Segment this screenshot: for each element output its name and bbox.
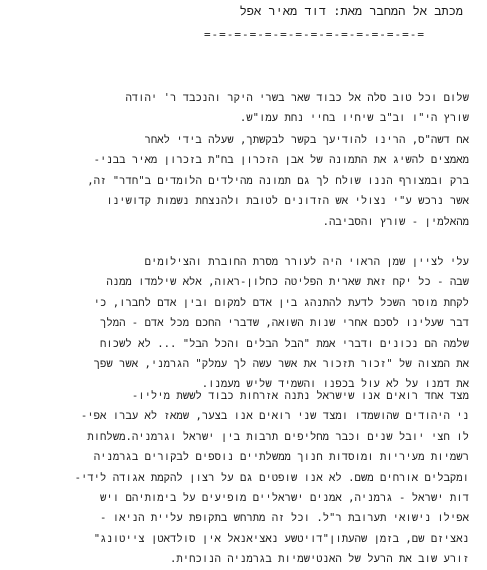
text-line: רשמיות מעיריות ומוסדות חנוך ממשלתיים נוספים לבקורים בגרמניה (93, 451, 469, 464)
text-line: שלום וכל טוב סלה אל כבוד שאר בשרי היקר והנכבד ר' יהודה (125, 92, 469, 104)
paragraph-photo-request (12, 130, 469, 232)
text-line: ני היהודים שהושמדו ומצד שני רואים אנו בצער, שמאז לא עברו אפי- (80, 410, 469, 423)
text-line: את דמנו על לא עול בכפנו והשמיד שליש מעמנו. (201, 378, 469, 391)
text-line: דבר שעלינו לסכם אחרי שנות השואה, שדברי החכם מכל אדם - המלך (100, 317, 469, 330)
paragraph-israel-germany (12, 386, 469, 570)
text-line: את המצוה של "זכור תזכור את אשר עשה לך עמלק" הגרמני, אשר שפך (93, 358, 469, 371)
text-line: מצד אחד רואים אנו שישראל נתנה אזרחות כבוד לששת מיליו- (131, 390, 469, 402)
paragraph-greeting (12, 88, 469, 129)
text-line: נאציזם שם, בזמן שהעתון"דויטשע נאציאנאל אין סולדאטן צייטונג" (93, 532, 469, 545)
text-line: שבה - כל יקח זאת שארית הפליטה כחלון-ראוה, אלא שילמדו ממנה (106, 276, 469, 289)
text-line: אח דשה"ס, הרינו להודיעך בקשר לבקשתך, שעלה בידי לאחר (144, 134, 469, 146)
paragraph-lesson (12, 252, 469, 395)
text-line: זורע שוב את הרעל של האנטישמיות בגרמניה הנוכחית. (170, 553, 469, 566)
text-line: עלי לציין שמן הראוי היה לעורר מסרת החוברת והצילומים (144, 256, 469, 268)
text-line: מהאלמין - שורץ והסביבה. (322, 215, 469, 228)
text-line: שורץ הי"ו וב"ב שיחיו בחיי נחת עמו"ש. (239, 112, 469, 125)
text-line: אשר נרכש ע"י נצולי אש הזדונים לטובת ולהנצחת נשמות קדושינו (106, 195, 469, 208)
text-line: מאמצים להשיג את התמונה של אבן הזכרון בח"ת בזכרון מאיר בבני- (93, 154, 469, 167)
letter-title: מכתב אל המחבר מאת: דוד מאיר אפל (239, 4, 463, 18)
text-line: אפילו נישואי תערובת ר"ל. וכל זה מתרחש בתקופת עליית הניאו - (100, 512, 469, 525)
title-underline: =-=-=-=-=-=-=-=-=-=-=-=-=-=-= (203, 28, 425, 41)
text-line: דות ישראל - גרמניה, אמנים ישראליים מופיעים על בימותיהם ויש (100, 492, 469, 505)
text-line: ומקבלים אורחים משם. לא אנו שופטים גם על רצון להקמת אגודה לידי- (74, 471, 469, 484)
text-line: ברק ובמצורף הננו שולח לך גם תמונה מהילדים הלומדים ב"חדר" זה, (87, 174, 469, 187)
text-line: שלמה הם נכונים ודברי אמת "הבל הבלים והכל הבל" ... לא לשכוח (99, 337, 469, 350)
text-line: לו חצי יובל שנים וכבר מחליפים תרבות בין ישראל וגרמניה.משלחות (87, 430, 469, 443)
text-line: לקחת מוסר השכל לדעת להתנהג בין אדם למקום ובין אדם לחברו, כי (93, 296, 469, 309)
